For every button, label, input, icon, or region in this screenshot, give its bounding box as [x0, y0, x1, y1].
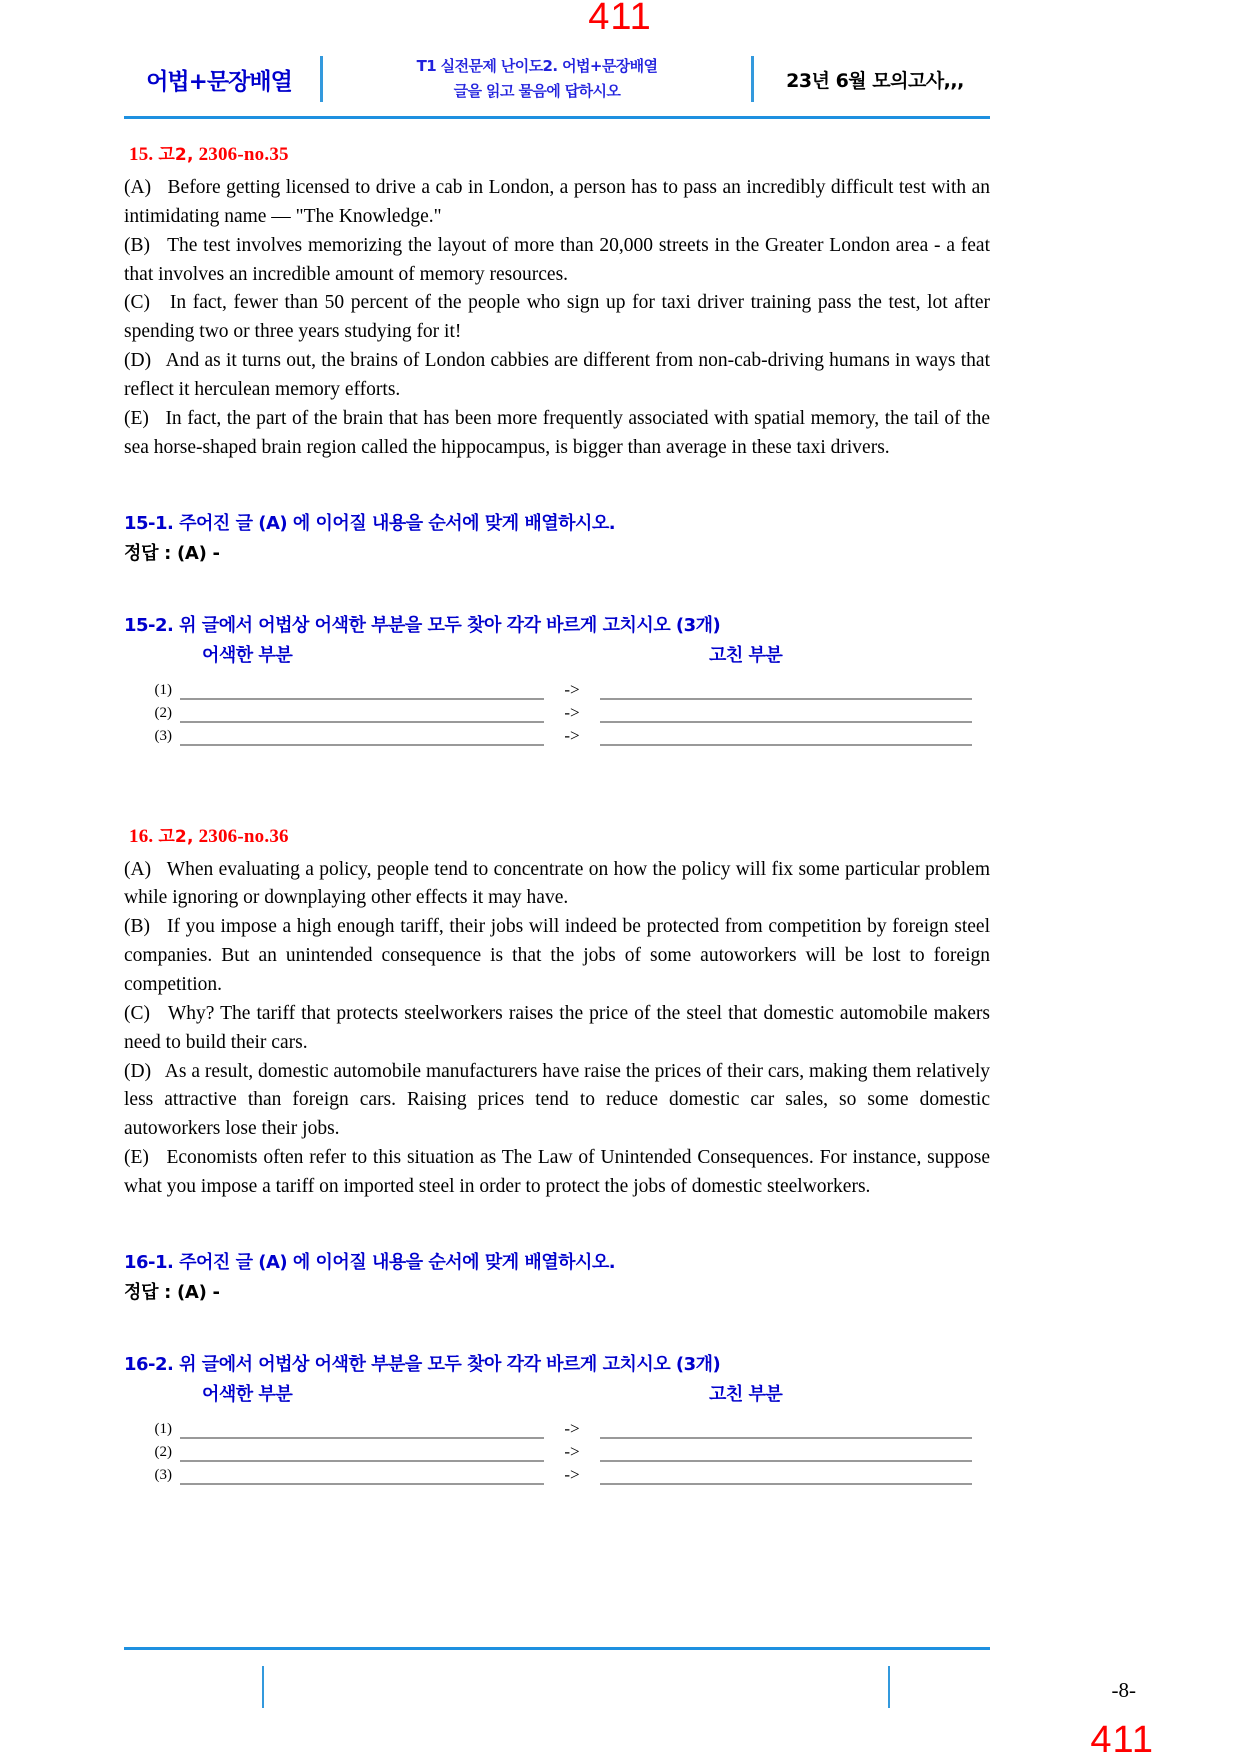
paragraph-label: (B)	[124, 234, 150, 256]
header-divider-right	[751, 56, 754, 102]
passage-paragraph	[124, 913, 990, 1000]
answer-table-headers-16-2	[124, 1380, 990, 1408]
paragraph-text: The test involves memorizing the layout of more than 20,000 streets in the Greater London area - a feat that involves an incredible amount of memory resources.	[124, 234, 990, 285]
passage-paragraph	[124, 174, 990, 232]
header-divider-left	[320, 56, 323, 102]
page-number-top: 411	[588, 0, 652, 38]
question-heading-15	[129, 140, 990, 166]
answer-row	[124, 677, 990, 700]
wrong-part-input[interactable]	[180, 701, 544, 723]
arrow-icon: ->	[564, 679, 580, 699]
header-right-title: 23년 6월 모의고사,,,	[786, 69, 964, 92]
row-number: (2)	[154, 1443, 172, 1460]
passage-paragraph	[124, 232, 990, 290]
fixed-part-input[interactable]	[600, 724, 972, 746]
subquestion-heading-16-2: 16-2. 위 글에서 어법상 어색한 부분을 모두 찾아 각각 바르게 고치시오 (3개)	[124, 1353, 721, 1375]
header-center-line2: 글을 읽고 물음에 답하시오	[453, 82, 621, 100]
paragraph-label: (C)	[124, 292, 150, 314]
paragraph-label: (D)	[124, 1060, 152, 1082]
answer-field-16-1[interactable]: 정답 : (A) -	[124, 1281, 220, 1303]
arrow-icon: ->	[564, 702, 580, 722]
subquestion-heading-16-1: 16-1. 주어진 글 (A) 에 이어질 내용을 순서에 맞게 배열하시오.	[124, 1251, 616, 1273]
header-left-title: 어법+문장배열	[146, 68, 292, 95]
paragraph-label: (C)	[124, 1002, 150, 1024]
subquestion-heading-15-2: 15-2. 위 글에서 어법상 어색한 부분을 모두 찾아 각각 바르게 고치시오 (3개)	[124, 614, 721, 636]
question-heading-16	[129, 822, 990, 848]
answer-row	[124, 1462, 990, 1485]
paragraph-label: (D)	[124, 350, 152, 372]
passage-paragraph	[124, 1000, 990, 1058]
footer-rule	[124, 1647, 990, 1650]
paragraph-text: When evaluating a policy, people tend to concentrate on how the policy will fix some particular problem while ignoring or downplaying other effects it may have.	[124, 858, 990, 909]
arrow-icon: ->	[564, 1441, 580, 1461]
paragraph-label: (E)	[124, 1147, 149, 1169]
paragraph-text: Economists often refer to this situation as The Law of Unintended Consequences. For instance, suppose what you impose a tariff on imported steel in order to protect the jobs of domestic steelworkers.	[124, 1147, 991, 1198]
answer-row	[124, 1439, 990, 1462]
answer-blank-rows-15-2	[124, 677, 990, 746]
paragraph-text: And as it turns out, the brains of London cabbies are different from non-cab-driving humans in ways that reflect it herculean memory efforts.	[124, 350, 990, 401]
paragraph-label: (B)	[124, 916, 150, 938]
paragraph-label: (A)	[124, 858, 152, 880]
question-block-16	[124, 822, 990, 1485]
column-header-wrong: 어색한 부분	[202, 1383, 293, 1405]
subquestion-heading-15-1: 15-1. 주어진 글 (A) 에 이어질 내용을 순서에 맞게 배열하시오.	[124, 512, 616, 534]
row-number: (3)	[154, 727, 172, 744]
row-number: (2)	[154, 704, 172, 721]
paragraph-text: Why? The tariff that protects steelworkers raises the price of the steel that domestic automobile makers need to build their cars.	[124, 1002, 990, 1053]
row-number: (3)	[154, 1466, 172, 1483]
paragraph-text: In fact, fewer than 50 percent of the people who sign up for taxi driver training pass the test, lot after spending two or three years studying for it!	[124, 292, 990, 343]
header-center-line1: T1 실전문제 난이도2. 어법+문장배열	[416, 57, 658, 76]
question-15-code: 2306-no.35	[198, 144, 289, 165]
fixed-part-input[interactable]	[600, 1417, 972, 1439]
paragraph-label: (E)	[124, 407, 149, 429]
question-15-number: 15.	[129, 144, 154, 165]
passage-paragraph	[124, 347, 990, 405]
wrong-part-input[interactable]	[180, 1440, 544, 1462]
footer-page-number: -8-	[1111, 1678, 1136, 1702]
passage-paragraph	[124, 1144, 990, 1202]
answer-row	[124, 1416, 990, 1439]
question-16-grade: 고2,	[158, 826, 194, 847]
arrow-icon: ->	[564, 1418, 580, 1438]
footer-tick-left	[262, 1666, 264, 1708]
spacer	[124, 746, 990, 822]
page-header	[124, 48, 990, 110]
fixed-part-input[interactable]	[600, 701, 972, 723]
wrong-part-input[interactable]	[180, 678, 544, 700]
row-number: (1)	[154, 1420, 172, 1437]
wrong-part-input[interactable]	[180, 1463, 544, 1485]
paragraph-text: Before getting licensed to drive a cab in London, a person has to pass an incredibly difficult test with an intimidating name — "The Knowledge."	[124, 177, 991, 227]
column-header-wrong: 어색한 부분	[202, 644, 293, 666]
header-center-title	[329, 54, 745, 104]
question-block-15	[124, 140, 990, 746]
answer-blank-rows-16-2	[124, 1416, 990, 1485]
spacer	[124, 565, 990, 611]
passage-paragraph	[124, 1058, 990, 1145]
answer-table-headers-15-2	[124, 641, 990, 669]
question-16-number: 16.	[129, 825, 154, 847]
passage-paragraph	[124, 856, 990, 914]
answer-field-15-1[interactable]: 정답 : (A) -	[124, 542, 220, 564]
page-number-bottom: 411	[1090, 1719, 1154, 1761]
row-number: (1)	[154, 681, 172, 698]
spacer	[124, 1202, 990, 1248]
spacer	[124, 1304, 990, 1350]
paragraph-text: As a result, domestic automobile manufacturers have raise the prices of their cars, making them relatively less attractive than foreign cars. Raising prices tend to reduce domestic car sales, so some domestic autoworkers lose their jobs.	[124, 1060, 990, 1140]
paragraph-label: (A)	[124, 177, 152, 198]
question-15-grade: 고2,	[158, 145, 194, 165]
passage-paragraph	[124, 405, 990, 463]
question-16-code: 2306-no.36	[198, 825, 289, 847]
answer-row	[124, 723, 990, 746]
footer-tick-right	[888, 1666, 890, 1708]
spacer	[124, 463, 990, 509]
arrow-icon: ->	[564, 725, 580, 745]
fixed-part-input[interactable]	[600, 1440, 972, 1462]
column-header-fixed: 고친 부분	[709, 644, 783, 666]
header-rule	[124, 116, 990, 119]
fixed-part-input[interactable]	[600, 678, 972, 700]
paragraph-text: In fact, the part of the brain that has been more frequently associated with spatial memory, the tail of the sea horse-shaped brain region called the hippocampus, is bigger than average in these taxi drivers.	[124, 407, 991, 458]
column-header-fixed: 고친 부분	[709, 1383, 783, 1405]
fixed-part-input[interactable]	[600, 1463, 972, 1485]
content-column	[124, 140, 990, 1485]
answer-row	[124, 700, 990, 723]
wrong-part-input[interactable]	[180, 724, 544, 746]
passage-paragraph	[124, 289, 990, 347]
paragraph-text: If you impose a high enough tariff, their jobs will indeed be protected from competition by foreign steel companies. But an unintended consequence is that the jobs of some autoworkers will be lost to foreign competition.	[124, 916, 991, 996]
arrow-icon: ->	[564, 1464, 580, 1484]
wrong-part-input[interactable]	[180, 1417, 544, 1439]
